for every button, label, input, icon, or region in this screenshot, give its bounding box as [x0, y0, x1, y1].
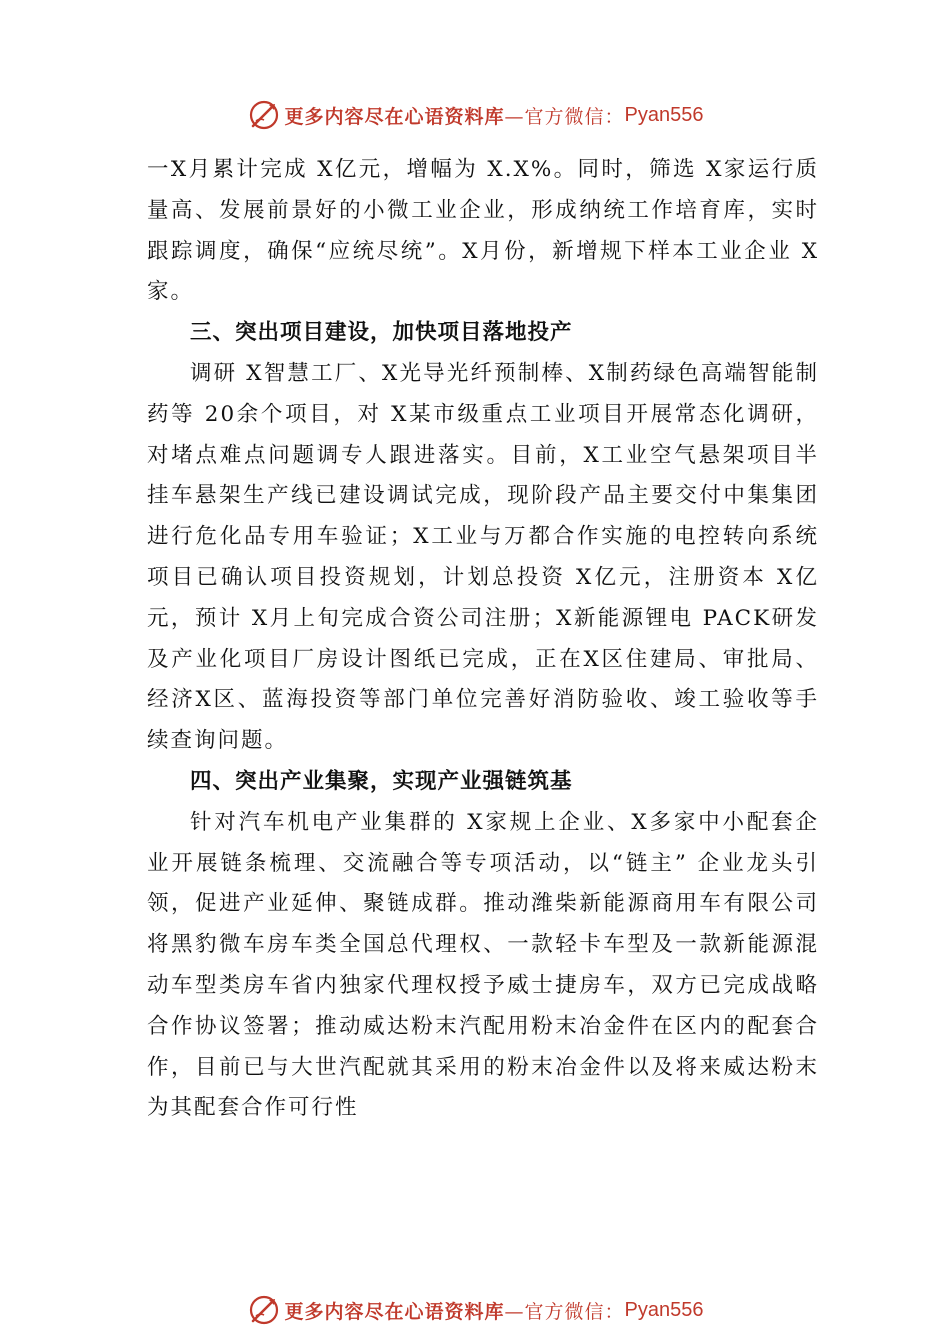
document-body: [147, 150, 819, 1129]
section-body-3: 调研 X智慧工厂、X光导光纤预制棒、X制药绿色高端智能制药等 20余个项目，对 X某市级重点工业项目开展常态化调研，对堵点难点问题调专人跟进落实。目前，X工业空气悬架项目半挂车悬架生产线已建设调试完成，现阶段产品主要交付中集集团进行危化品专用车验证；X工业与万都合作实施的电控转向系统项目已确认项目投资规划，计划总投资 X亿元，注册资本 X亿元，预计 X月上旬完成合资公司注册；X新能源锂电 PACK研发及产业化项目厂房设计图纸已完成，正在X区住建局、审批局、经济X区、蓝海投资等部门单位完善好消防验收、竣工验收等手续查询问题。: [147, 360, 819, 754]
pen-logo-icon: [247, 1293, 281, 1327]
pen-logo-icon: [247, 98, 281, 132]
footer-watermark: [0, 1290, 950, 1330]
watermark-suffix: —官方微信：: [504, 1300, 625, 1323]
watermark-brand: 更多内容尽在心语资料库: [284, 1300, 505, 1323]
watermark-brand: 更多内容尽在心语资料库: [284, 105, 505, 128]
paragraph-continued: 一X月累计完成 X亿元，增幅为 X.X%。同时，筛选 X家运行质量高、发展前景好的小微工业企业，形成纳统工作培育库，实时跟踪调度，确保“应统尽统”。X月份，新增规下样本工业企业 X家。: [147, 157, 819, 305]
header-watermark: [0, 95, 950, 135]
section-heading-4: 四、突出产业集聚，实现产业强链筑基: [190, 768, 573, 794]
section-body-4: 针对汽车机电产业集群的 X家规上企业、X多家中小配套企业开展链条梳理、交流融合等专项活动，以“链主” 企业龙头引领，促进产业延伸、聚链成群。推动潍柴新能源商用车有限公司将黑豹微车房车类全国总代理权、一款轻卡车型及一款新能源混动车型类房车省内独家代理权授予威士捷房车，双方已完成战略合作协议签署；推动威达粉末汽配用粉末冶金件在区内的配套合作，目前已与大世汽配就其采用的粉末冶金件以及将来威达粉末为其配套合作可行性: [147, 809, 819, 1121]
watermark-handle: Pyan556: [624, 1298, 704, 1321]
watermark-handle: Pyan556: [624, 103, 704, 126]
watermark-suffix: —官方微信：: [504, 105, 625, 128]
section-heading-3: 三、突出项目建设，加快项目落地投产: [190, 320, 573, 346]
